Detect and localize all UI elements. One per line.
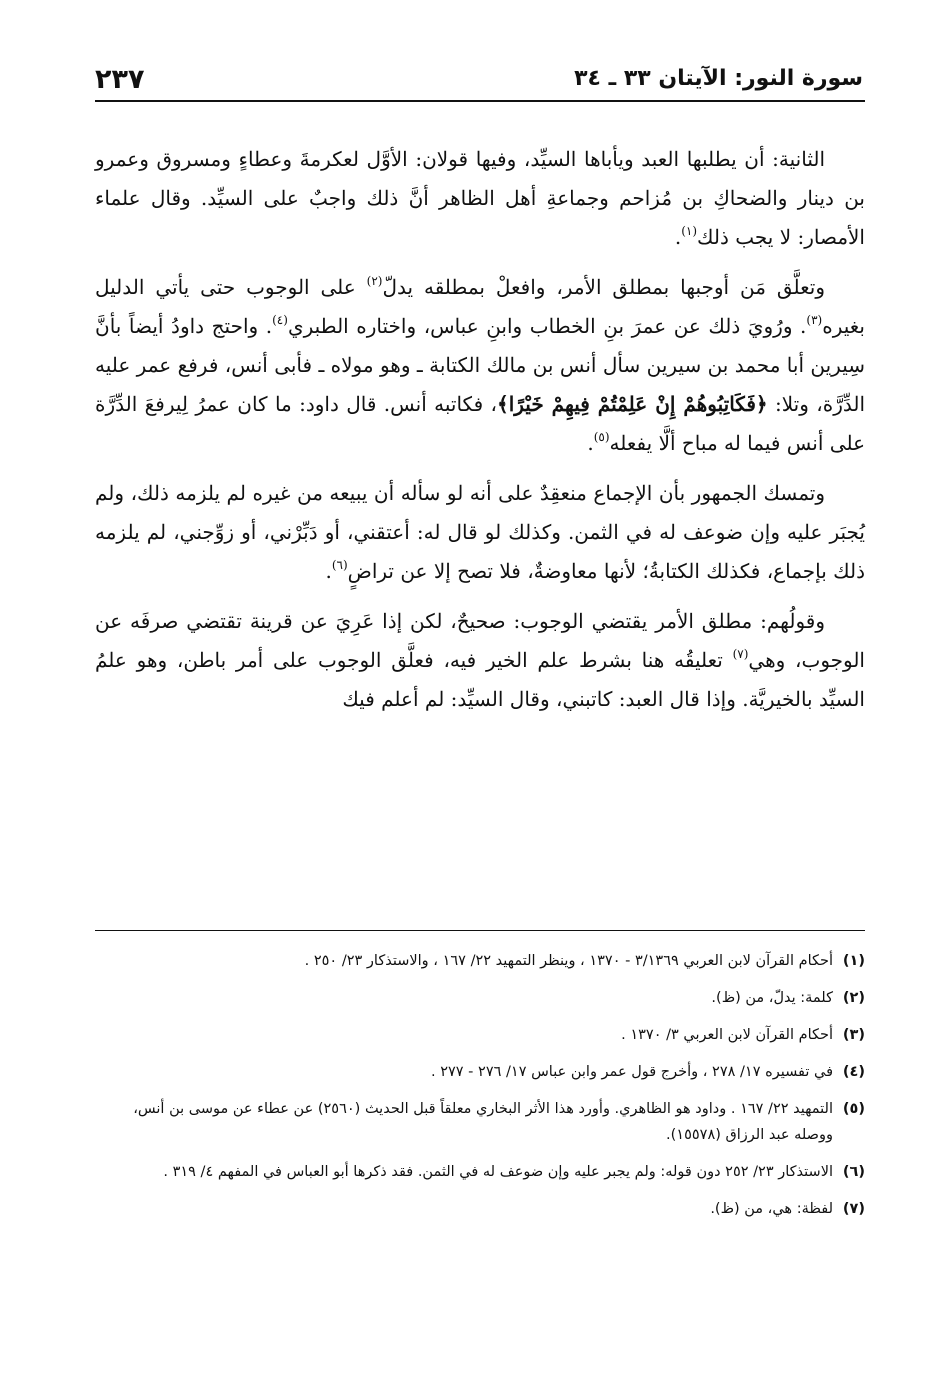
footnotes-rule — [95, 930, 865, 931]
footnote-5: (٥) التمهيد ٢٢/ ١٦٧ . وداود هو الظاهري. وأورد هذا الأثر البخاري معلقاً قبل الحديث (٢٥٦٠) عن عطاء عن موسى بن أنس، ووصله عبد الرزاق (١٥٥٧٨). — [133, 1101, 865, 1143]
footnote-2: (٢) كلمة: يدلّ، من (ظ). — [711, 990, 865, 1006]
paragraph-3: وتمسك الجمهور بأن الإجماع منعقِدٌ على أنه لو سأله أن يبيعه من غيره لم يلزمه ذلك، ولم يُجبَر عليه وإن ضوعف له في الثمن. وكذلك لو قال له: أعتقني، أو دَبِّرْني، أو زوِّجني، لم يلزمه ذلك بإجماع، فكذلك الكتابةُ؛ لأنها معاوضةٌ، فلا تصح إلا عن تراضٍ$^{(٦)}$. — [95, 481, 865, 583]
footnote-ref-4: (٤) — [272, 313, 288, 327]
quran-verse: ﴿فَكَاتِبُوهُمْ إِنْ عَلِمْتُمْ فِيهِمْ خَيْرًا﴾ — [497, 392, 768, 416]
paragraph-4: وقولُهم: مطلق الأمر يقتضي الوجوب: صحيحٌ، لكن إذا عَرِيَ عن قرينة تقتضي صرفَه عن الوجوب، وهي$^{(٧)}$ تعليقُه هنا بشرط علم الخير فيه، فعلَّق الوجوب على أمر باطن، وهو علمُ السيِّد بالخيريَّة. وإذا قال العبد: كاتبني، وقال السيِّد: لم أعلم فيك — [95, 609, 865, 711]
footnote-3: (٣) أحكام القرآن لابن العربي ٣/ ١٣٧٠ . — [621, 1027, 865, 1043]
paragraph-2: وتعلَّق مَن أوجبها بمطلق الأمر، وافعلْ بمطلقه يدلّ$^{(٢)}$ على الوجوب حتى يأتي الدليل بغيره$^{(٣)}$. ورُويَ ذلك عن عمرَ بنِ الخطاب وابنِ عباس، واختاره الطبري$^{(٤)}$. واحتج داودُ أيضاً بأنَّ سِيرين أبا محمد بن سيرين سأل أنس بن مالك الكتابة ـ وهو مولاه ـ فأبى أنس، فرفع عمر عليه الدِّرَّة، وتلا: ﴿فَكَاتِبُوهُمْ إِنْ عَلِمْتُمْ فِيهِمْ خَيْرًا﴾، فكاتبه أنس. قال داود: ما كان عمرُ لِيرفعَ الدِّرَّة على أنس فيما له مباح ألَّا يفعله$^{(٥)}$. — [95, 274, 866, 455]
footnote-7: (٧) لفظة: هي، من (ظ). — [710, 1201, 865, 1217]
footnote-6: (٦) الاستذكار ٢٣/ ٢٥٢ دون قوله: ولم يجبر عليه وإن ضوعف له في الثمن. فقد ذكرها أبو العباس في المفهم ٤/ ٣١٩ . — [163, 1164, 865, 1180]
footnotes — [95, 948, 865, 1233]
page-header — [95, 64, 863, 100]
footnote-ref-6: (٦) — [331, 558, 348, 572]
footnote-ref-3: (٣) — [806, 313, 823, 327]
footnote-ref-1: (١) — [681, 224, 698, 238]
footnote-ref-7: (٧) — [732, 647, 749, 661]
footnote-1: (١) أحكام القرآن لابن العربي ٣/١٣٦٩ - ١٣٧٠ ، وينظر التمهيد ٢٢/ ١٦٧ ، والاستذكار ٢٣/ ٢٥٠ . — [304, 953, 865, 969]
page-number: ٢٣٧ — [95, 64, 145, 95]
running-title: سورة النور: الآيتان ٣٣ ـ ٣٤ — [574, 66, 863, 91]
main-text — [95, 140, 865, 730]
header-rule — [95, 100, 865, 102]
paragraph-1: الثانية: أن يطلبها العبد ويأباها السيِّد، وفيها قولان: الأوَّل لعكرمةَ وعطاءٍ ومسروق وعمرو بن دينار والضحاكِ بن مُزاحم وجماعةِ أهل الظاهر أنَّ ذلك واجبٌ على السيِّد. وقال علماء الأمصار: لا يجب ذلك$^{(١)}$. — [95, 147, 865, 249]
footnote-ref-2: (٢) — [366, 274, 383, 288]
footnote-4: (٤) في تفسيره ١٧/ ٢٧٨ ، وأخرج قول عمر وابن عباس ١٧/ ٢٧٦ - ٢٧٧ . — [430, 1064, 865, 1080]
footnote-ref-5: (٥) — [593, 430, 610, 444]
